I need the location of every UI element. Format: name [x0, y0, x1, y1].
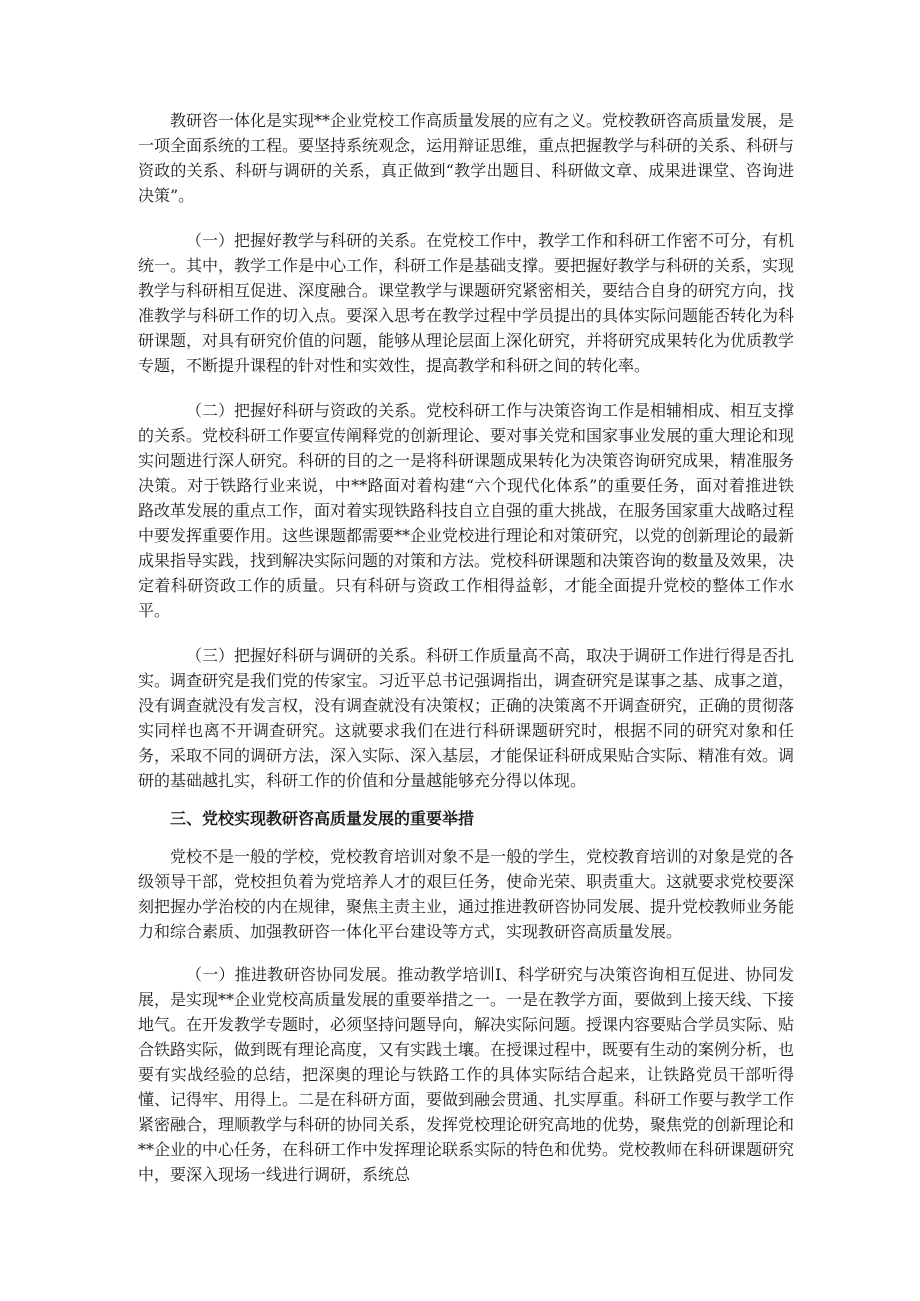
intro-paragraph: 教研咨一体化是实现**企业党校工作高质量发展的应有之义。党校教研咨高质量发展，是一项全面系统的工程。要坚持系统观念，运用辩证思维，重点把握教学与科研的关系、科研与资政的关系、科研与调研的关系，真正做到“教学出题目、科研做文章、成果进课堂、咨询进决策”。: [138, 111, 795, 205]
paragraph-teaching-research: （一）把握好教学与科研的关系。在党校工作中，教学工作和科研工作密不可分，有机统一。其中，教学工作是中心工作，科研工作是基础支撑。要把握好教学与科研的关系，实现教学与科研相互促进、深度融合。课堂教学与课题研究紧密相关，要结合自身的研究方向，找准教学与科研工作的切入点。要深入思考在教学过程中学员提出的具体实际问题能否转化为科研课题，对具有研究价值的问题，能够从理论层面上深化研究，并将研究成果转化为优质教学专题，不断提升课程的针对性和实效性，提高教学和科研之间的转化率。: [138, 231, 795, 375]
document-page: [138, 108, 794, 1187]
paragraph-coordinated-development: （一）推进教研咨协同发展。推动教学培训I、科学研究与决策咨询相互促进、协同发展，是实现**企业党校高质量发展的重要举措之一。一是在教学方面，要做到上接天线、下接地气。在开发教学专题时，必须坚持问题导向，解决实际问题。授课内容要贴合学员实际、贴合铁路实际，做到既有理论高度，又有实践土壤。在授课过程中，既要有生动的案例分析，也要有实战经验的总结，把深奥的理论与铁路工作的具体实际结合起来，让铁路党员干部听得懂、记得牢、用得上。二是在科研方面，要做到融会贯通、扎实厚重。科研工作要与教学工作紧密融合，理顺教学与科研的协同关系，发挥党校理论研究高地的优势，聚焦党的创新理论和**企业的中心任务，在科研工作中发挥理论联系实际的特色和优势。党校教师在科研课题研究中，要深入现场一线进行调研，系统总: [138, 965, 795, 1184]
section-intro-paragraph: 党校不是一般的学校，党校教育培训对象不是一般的学生，党校教育培训的对象是党的各级领导干部，党校担负着为党培养人才的艰巨任务，使命光荣、职责重大。这就要求党校要深刻把握办学治校的内在规律，聚焦主责主业，通过推进教研咨协同发展、提升党校教师业务能力和综合素质、加强教研咨一体化平台建设等方式，实现教研咨高质量发展。: [138, 847, 795, 941]
paragraph-research-policy: （二）把握好科研与资政的关系。党校科研工作与决策咨询工作是相辅相成、相互支撑的关系。党校科研工作要宣传阐释党的创新理论、要对事关党和国家事业发展的重大理论和现实问题进行深人研究。科研的目的之一是将科研课题成果转化为决策咨询研究成果，精准服务决策。对于铁路行业来说，中**路面对着构建“六个现代化体系”的重要任务，面对着推进铁路改革发展的重点工作，面对着实现铁路科技自立自强的重大挑战，在服务国家重大战略过程中要发挥重要作用。这些课题都需要**企业党校进行理论和对策研究，以党的创新理论的最新成果指导实践，找到解决实际问题的对策和方法。党校科研课题和决策咨询的数量及效果，决定着科研资政工作的质量。只有科研与资政工作相得益彰，才能全面提升党校的整体工作水平。: [138, 401, 795, 620]
section-heading: 三、党校实现教研咨高质量发展的重要举措: [170, 809, 475, 828]
paragraph-research-survey: （三）把握好科研与调研的关系。科研工作质量高不高，取决于调研工作进行得是否扎实。调查研究是我们党的传家宝。习近平总书记强调指出，调查研究是谋事之基、成事之道，没有调查就没有发言权，没有调查就没有决策权；正确的决策离不开调查研究，正确的贯彻落实同样也离不开调查研究。这就要求我们在进行科研课题研究时，根据不同的研究对象和任务，采取不同的调研方法，深入实际、深入基层，才能保证科研成果贴合实际、精准有效。调研的基础越扎实，科研工作的价值和分量越能够充分得以体现。: [138, 646, 795, 790]
